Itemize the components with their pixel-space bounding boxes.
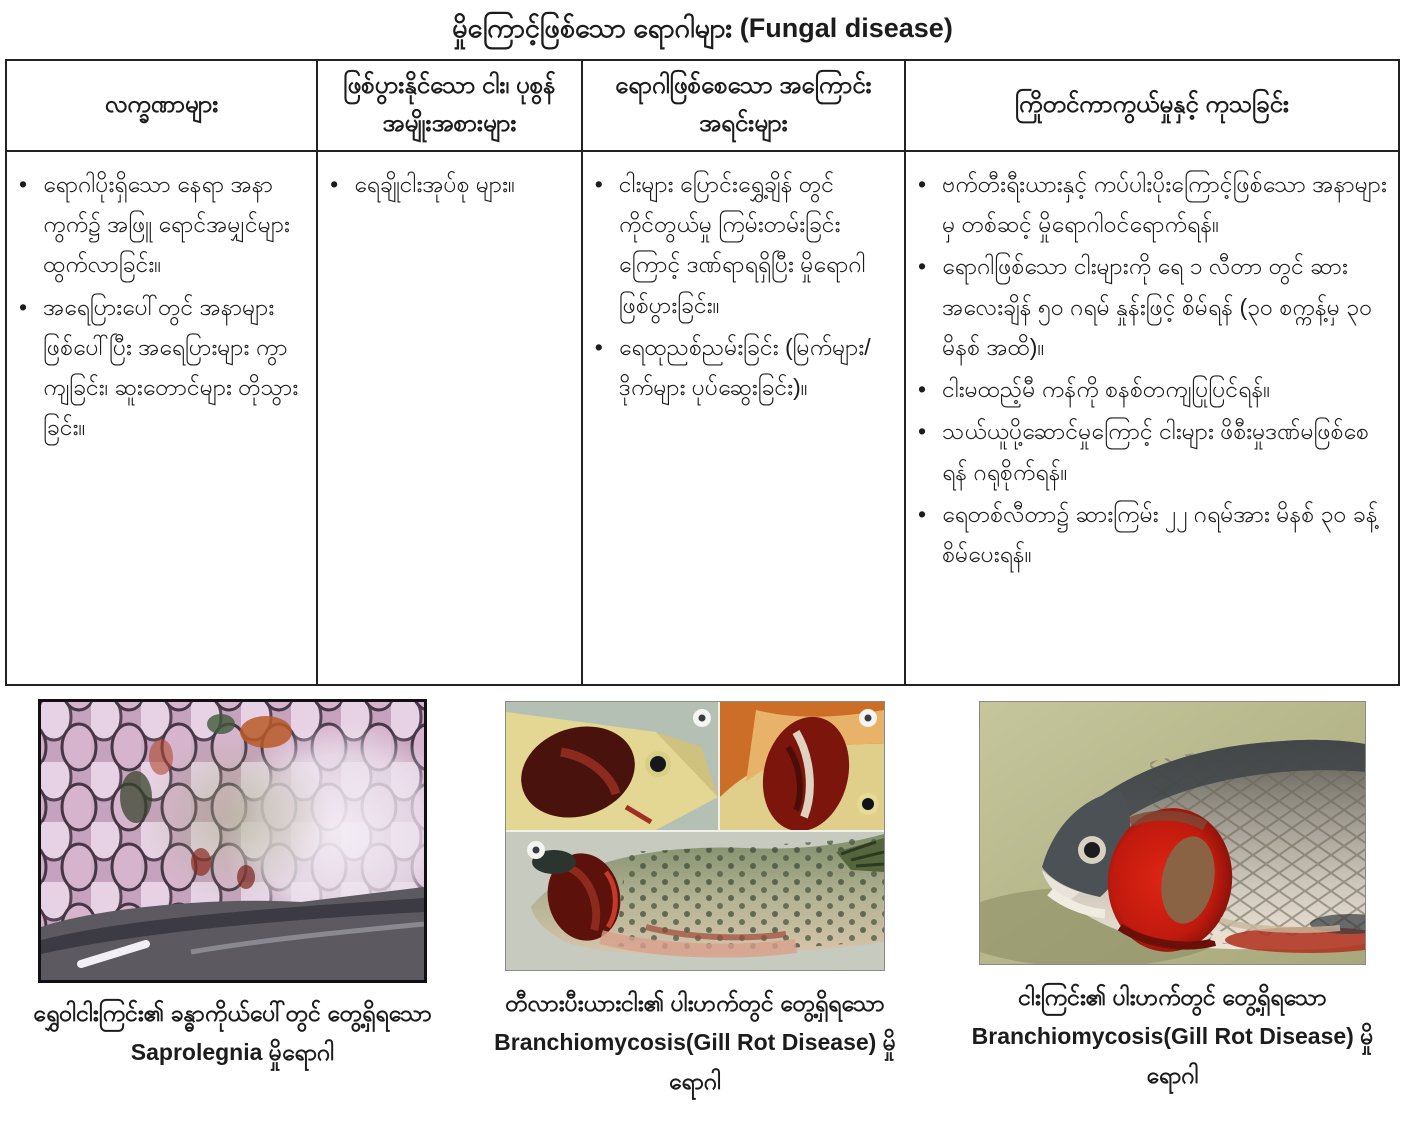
list-item-text: အရေပြားပေါ်တွင် အနာများ ဖြစ်ပေါ်ပြီး အရေပြားများ ကွာကျခြင်း၊ ဆူးတောင်များ တိုသွားခြင်း။ [43,293,299,441]
bullet-marker: • [918,170,927,197]
table-header-row [6,60,1399,151]
cell-susceptible-species [317,151,582,685]
bullet-marker: • [330,170,339,197]
list-item [595,327,894,408]
page-title: မှိုကြောင့်ဖြစ်သော ရောဂါများ (Fungal disease) [452,13,953,43]
bullet-marker: • [918,253,927,280]
list-item-text: ငါးများ ပြောင်းရွှေ့ချိန် တွင် ကိုင်တွယ်မှု ကြမ်းတမ်းခြင်းကြောင့် ဒဏ်ရာရရှိပြီး မှိုရောဂါ ဖြစ်ပွားခြင်း။ [618,170,866,318]
list-item-text: ရေချိုငါးအုပ်စု များ။ [354,170,515,197]
cell-symptoms [6,151,317,685]
symptoms-list [15,164,308,448]
bullet-marker: • [19,170,28,197]
list-item [19,164,306,285]
cell-causes [582,151,905,685]
list-item-text: ရေထုညစ်ညမ်းခြင်း (မြက်များ/ဒိုက်များ ပုပ်ဆွေးခြင်း)။ [618,333,871,401]
tilapia-gill-rot-photo [506,702,884,970]
figure-row [0,702,1405,1101]
bullet-marker: • [594,170,603,197]
list-item [918,164,1388,245]
bullet-marker: • [918,500,927,527]
list-item [918,246,1388,367]
header-symptoms: လက္ခဏာများ [6,60,317,151]
list-item-text: ရောဂါဖြစ်သော ငါးများကို ရေ ၁ လီတာ တွင် ဆားအလေးချိန် ၅၀ ဂရမ် နှုန်းဖြင့် စိမ်ရန် (၃၀ စက္ကန့်မှ ၃၀ မိနစ် အထိ)။ [942,253,1373,360]
carp-gill-rot-photo [980,702,1365,964]
header-causes: ရောဂါဖြစ်စေသော အကြောင်းအရင်းများ [582,60,905,151]
figure-caption: ရွှေဝါငါးကြင်း၏ ခန္ဓာကိုယ်ပေါ်တွင် တွေ့ရှိရသော Saprolegnia မှိုရောဂါ [33,999,432,1065]
figure-caption: ငါးကြင်း၏ ပါးဟက်တွင် တွေ့ရှိရသော Branchiomycosis(Gill Rot Disease) မှိုရောဂါ [971,983,1374,1088]
list-item [595,164,894,325]
species-list [326,164,573,204]
list-item-text: ငါးမထည့်မီ ကန်ကို စနစ်တကျပြုပြင်ရန်။ [942,376,1271,403]
list-item [330,164,571,204]
fungal-disease-table [5,59,1400,686]
figure-caption: တီလားပီးယားငါး၏ ပါးဟက်တွင် တွေ့ရှိရသော Branchiomycosis(Gill Rot Disease) မှိုရောဂါ [494,989,896,1094]
list-item-text: ရေတစ်လီတာ၌ ဆားကြမ်း ၂၂ ဂရမ်အား မိနစ် ၃၀ ခန့် စိမ်ပေးရန်။ [942,500,1378,568]
header-prevention-treatment: ကြိုတင်ကာကွယ်မှုနှင့် ကုသခြင်း [905,60,1399,151]
bullet-marker: • [19,293,28,320]
figure-branchiomycosis-carp [940,702,1405,1101]
figure-branchiomycosis-tilapia [480,702,910,1101]
figure-saprolegnia [0,702,465,1101]
list-item-text: သယ်ယူပို့ဆောင်မှုကြောင့် ငါးများ ဖိစီးမှုဒဏ်မဖြစ်စေရန် ဂရုစိုက်ရန်။ [942,418,1369,485]
list-item-text: ဗက်တီးရီးယားနှင့် ကပ်ပါးပိုးကြောင့်ဖြစ်သော အနာများမှ တစ်ဆင့် မှိုရောဂါဝင်ရောက်ရန်။ [942,170,1387,238]
bullet-marker: • [918,418,927,445]
table-body-row [6,151,1399,685]
prevention-list [914,164,1390,575]
bullet-marker: • [918,376,927,403]
list-item [19,287,306,448]
list-item-text: ရောဂါပိုးရှိသော နေရာ အနာကွက်၌ အဖြူ ရောင်အမျှင်များ ထွက်လာခြင်း။ [43,170,290,278]
list-item [918,369,1388,409]
causes-list [591,164,896,408]
saprolegnia-fish-photo [41,702,424,980]
list-item [918,411,1388,492]
bullet-marker: • [594,333,603,360]
header-susceptible-species: ဖြစ်ပွားနိုင်သော ငါး၊ ပုစွန် အမျိုးအစားများ [317,60,582,151]
list-item [918,494,1388,575]
cell-prevention-treatment [905,151,1399,685]
